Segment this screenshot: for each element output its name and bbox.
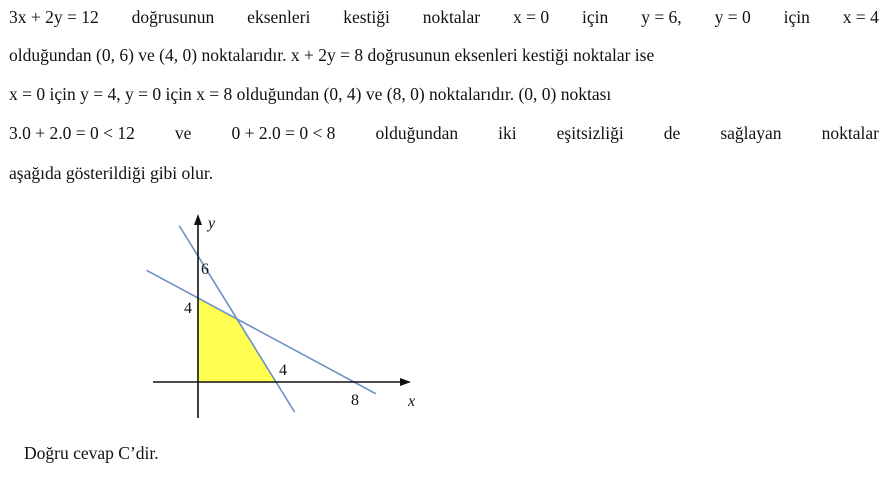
word: ve — [174, 123, 192, 143]
word: eşitsizliği — [556, 123, 624, 143]
word: x = 0 — [513, 7, 550, 27]
feasible-region — [198, 298, 276, 382]
y-axis-arrow — [194, 214, 202, 225]
y-axis-label: y — [208, 215, 216, 232]
word: için — [783, 7, 810, 27]
tick-label-8: 8 — [351, 392, 359, 409]
x-axis-arrow — [400, 378, 411, 386]
word: için — [582, 7, 609, 27]
word: noktalar — [422, 7, 481, 27]
word: 3.0 + 2.0 = 0 < 12 — [9, 123, 135, 143]
word: 0 + 2.0 = 0 < 8 — [231, 123, 336, 143]
word: x = 4 — [842, 7, 879, 27]
x-axis-label: x — [408, 393, 416, 410]
word: doğrusunun — [131, 7, 215, 27]
word: sağlayan — [720, 123, 782, 143]
paragraph-line-5: aşağıda gösterildiği gibi olur. — [9, 163, 214, 183]
word: iki — [498, 123, 517, 143]
word: de — [663, 123, 681, 143]
tick-label-6: 6 — [201, 261, 209, 278]
paragraph-line-3: x = 0 için y = 4, y = 0 için x = 8 olduğundan (0, 4) ve (8, 0) noktalarıdır. (0, 0) noktası — [9, 84, 612, 104]
tick-label-4-y: 4 — [184, 300, 192, 317]
word: y = 0 — [714, 7, 751, 27]
answer-text: Doğru cevap C’dir. — [24, 443, 159, 463]
word: olduğundan — [375, 123, 459, 143]
word: y = 6, — [641, 7, 682, 27]
tick-label-4-x: 4 — [279, 362, 287, 379]
word: kestiği — [343, 7, 390, 27]
word: noktalar — [821, 123, 879, 143]
word: 3x + 2y = 12 — [9, 7, 99, 27]
paragraph-line-2: olduğundan (0, 6) ve (4, 0) noktalarıdır. x + 2y = 8 doğrusunun eksenleri kestiği noktalar ise — [9, 45, 655, 65]
word: eksenleri — [247, 7, 311, 27]
